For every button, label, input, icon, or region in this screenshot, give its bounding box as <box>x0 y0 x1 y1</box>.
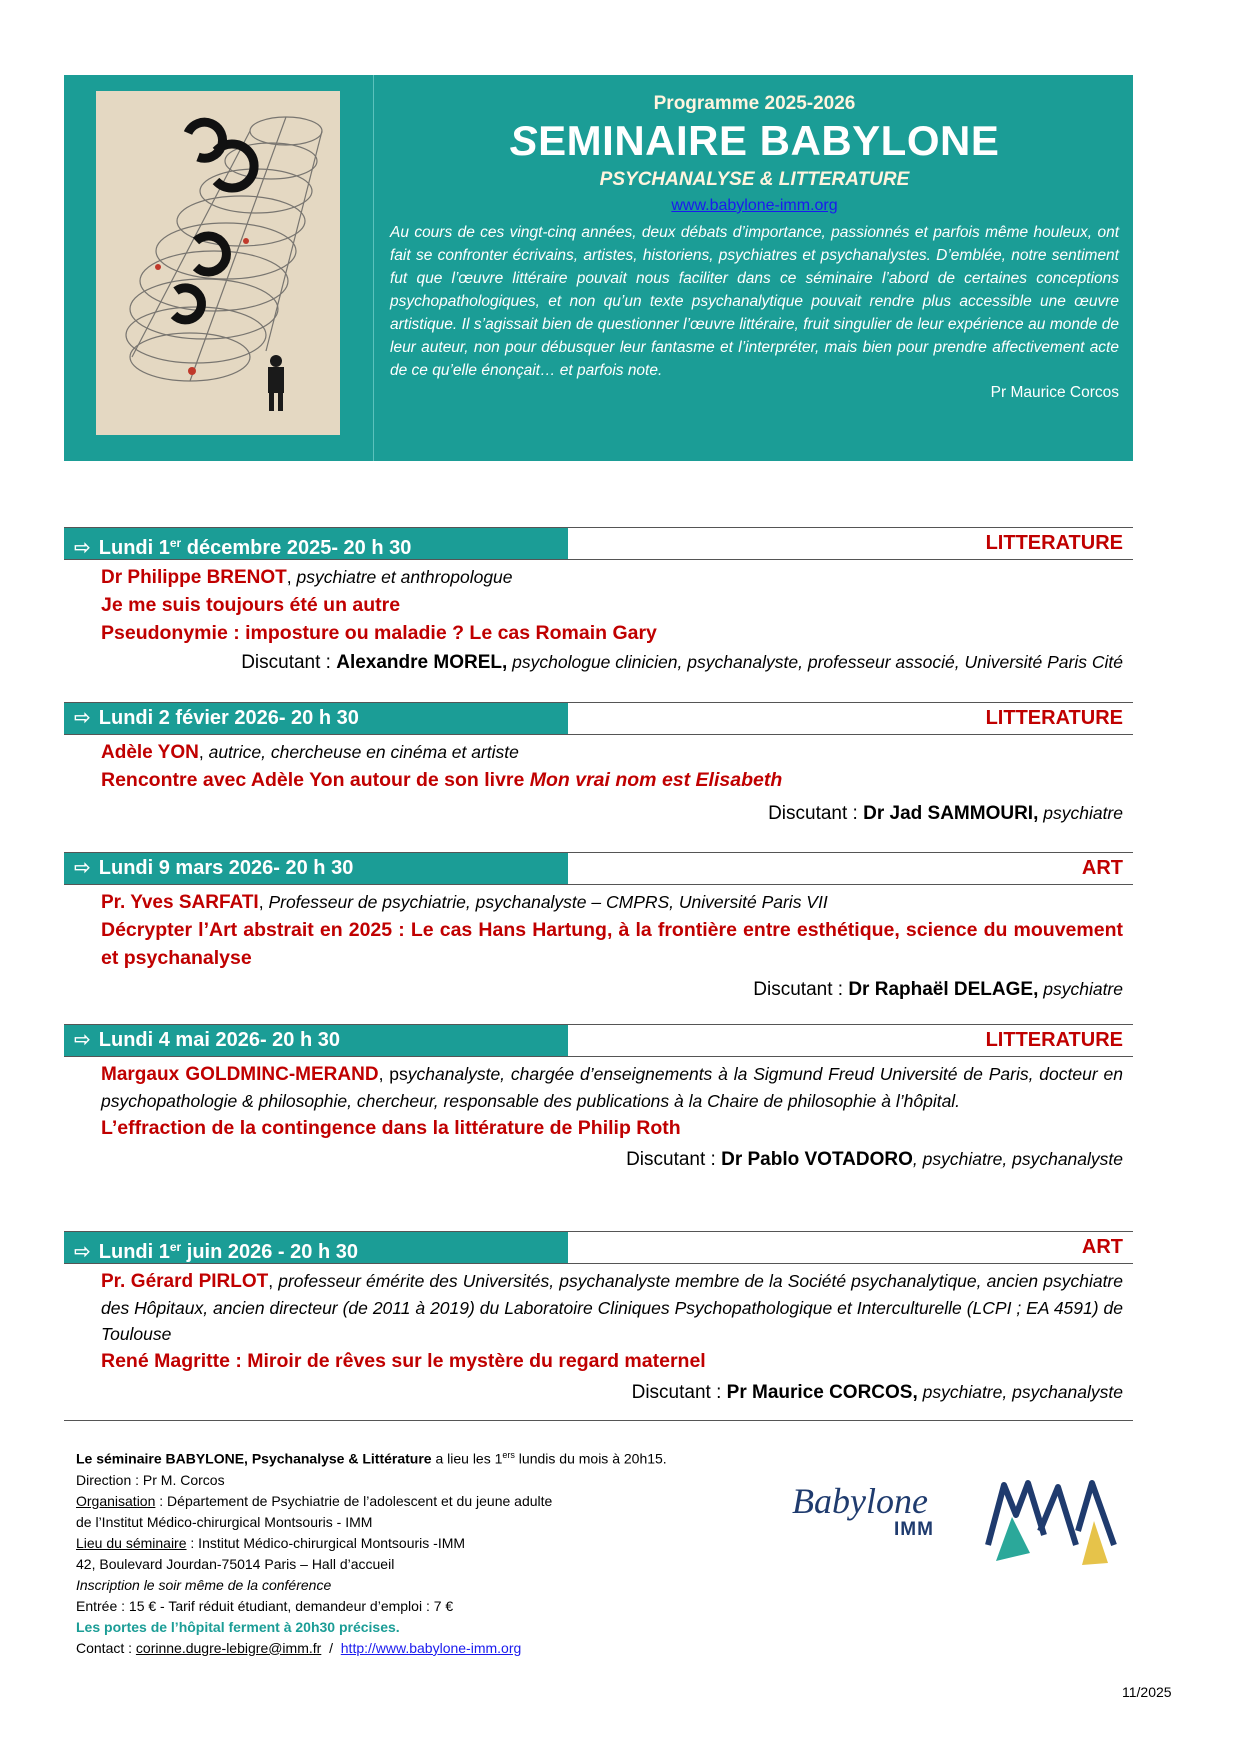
session-1 <box>64 527 1133 678</box>
discussant-name: Pr Maurice CORCOS, <box>726 1382 918 1403</box>
session-category: LITTERATURE <box>985 707 1123 729</box>
painting-drawing <box>96 91 340 435</box>
session-body <box>64 560 1133 678</box>
session-body <box>64 885 1133 1005</box>
session-3 <box>64 852 1133 1005</box>
session-body <box>64 1264 1133 1408</box>
contact-website-link[interactable]: http://www.babylone-imm.org <box>340 1639 522 1656</box>
footer-venue: Lieu du séminaire : Institut Médico-chirurgical Montsouris -IMM <box>76 1534 466 1551</box>
discussant-description: psychologue clinicien, psychanalyste, professeur associé, Université Paris Cité <box>507 652 1123 672</box>
session-category: LITTERATURE <box>985 1029 1123 1051</box>
session-date: ⇨ Lundi 2 févier 2026- 20 h 30 <box>64 703 568 734</box>
talk-title: Je me suis toujours été un autre <box>101 594 401 616</box>
discussant-name: Dr Jad SAMMOURI, <box>863 803 1039 824</box>
intro-paragraph: Au cours de ces vingt-cinq années, deux débats d’importance, passionnés et parfois même houleux, ont fait se confronter écrivains, artistes, historiens, psychiatres et psychanalystes. D’emblée, notre sentiment fut que l’œuvre littéraire pouvait nous faciliter dans ce séminaire l’abord de certaines conceptions psychopathologiques, et non qu’un texte psychanalytique pouvait rendre plus accessible une œuvre artistique. Il s’agissait bien de questionner l’œuvre littéraire, fruit singulier de leur expérience au monde de leur auteur, non pour débusquer leur fantasme et l’interpréter, mais bien pour prendre affectivement acte de ce qu’elle énonçait… et parfois note. <box>390 224 1119 379</box>
speaker-line: Dr Philippe BRENOT, psychiatre et anthropologue <box>101 567 513 588</box>
footer-price: Entrée : 15 € - Tarif réduit étudiant, demandeur d’emploi : 7 € <box>76 1597 454 1614</box>
document-date: 11/2025 <box>1122 1684 1172 1700</box>
discussant-name: Dr Raphaël DELAGE, <box>848 979 1039 1000</box>
discussant-line: Discutant : Alexandre MOREL, psychologue clinicien, psychanalyste, professeur associé, Université Paris Cité <box>241 652 1123 673</box>
speaker-line: Pr. Yves SARFATI, Professeur de psychiatrie, psychanalyste – CMPRS, Université Paris VII <box>101 892 828 913</box>
session-date: ⇨ Lundi 4 mai 2026- 20 h 30 <box>64 1025 568 1056</box>
footer-address: 42, Boulevard Jourdan-75014 Paris – Hall d’accueil <box>76 1555 395 1572</box>
title-rest: EMINAIRE BABYLONE <box>538 117 1000 164</box>
session-date: ⇨ Lundi 1er décembre 2025- 20 h 30 <box>64 528 568 559</box>
session-bar <box>64 702 1133 735</box>
title-initial: S <box>509 117 539 164</box>
header-text-block <box>374 75 1133 461</box>
talk-title: Décrypter l’Art abstrait en 2025 : Le cas Hans Hartung, à la frontière entre esthétique, science du mouvement et psychanalyse <box>101 919 1123 969</box>
session-body <box>64 735 1133 829</box>
speaker-name: Pr. Gérard PIRLOT <box>101 1271 269 1292</box>
talk-title: L’effraction de la contingence dans la littérature de Philip Roth <box>101 1117 681 1139</box>
talk-title: Rencontre avec Adèle Yon autour de son livre Mon vrai nom est Elisabeth <box>101 769 783 791</box>
arrow-right-icon: ⇨ <box>74 1241 91 1263</box>
speaker-name: Dr Philippe BRENOT <box>101 567 287 588</box>
header-artwork-panel <box>64 75 374 461</box>
discussant-line: Discutant : Pr Maurice CORCOS, psychiatre, psychanalyste <box>631 1382 1123 1403</box>
footer-doors-notice: Les portes de l’hôpital ferment à 20h30 précises. <box>76 1618 400 1635</box>
discussant-name: Alexandre MOREL, <box>336 652 508 673</box>
header-banner <box>64 75 1133 461</box>
speaker-description: professeur émérite des Universités, psychanalyste membre de la Société psychanalytique, ancien psychiatre des Hôpitaux, ancien directeur (de 2011 à 2019) du Laboratoire Cliniques Psychopathologique et Interculturelle (LCPI ; EA 4591) de Toulouse <box>101 1271 1123 1344</box>
speaker-name: Adèle YON <box>101 742 199 763</box>
sessions-bottom-rule <box>64 1420 1133 1421</box>
mountain-logo-icon <box>982 1475 1122 1570</box>
page-title <box>390 117 1119 165</box>
speaker-name: Pr. Yves SARFATI <box>101 892 259 913</box>
programme-label: Programme 2025-2026 <box>653 93 856 114</box>
footer-intro-line: Le séminaire BABYLONE, Psychanalyse & Littérature a lieu les 1ers lundis du mois à 20h15. <box>76 1450 667 1467</box>
speaker-line: Margaux GOLDMINC-MERAND, psychanalyste, chargée d’enseignements à la Sigmund Freud Université de Paris, docteur en psychopathologie & philosophie, chercheur, responsable des publications à la Chaire de philosophie à l’hôpital. <box>101 1064 1123 1111</box>
session-2 <box>64 702 1133 829</box>
talk-title: René Magritte : Miroir de rêves sur le mystère du regard maternel <box>101 1350 706 1372</box>
speaker-line: Pr. Gérard PIRLOT, professeur émérite des Universités, psychanalyste membre de la Société psychanalytique, ancien psychiatre des Hôpitaux, ancien directeur (de 2011 à 2019) du Laboratoire Cliniques Psychopathologique et Interculturelle (LCPI ; EA 4591) de Toulouse <box>101 1271 1123 1344</box>
speaker-description: autrice, chercheuse en cinéma et artiste <box>208 742 519 762</box>
book-title: Mon vrai nom est Elisabeth <box>529 769 783 791</box>
session-category: ART <box>1081 1236 1123 1258</box>
contact-email-link[interactable]: corinne.dugre-lebigre@imm.fr <box>135 1639 322 1656</box>
painting-image <box>96 91 340 435</box>
arrow-right-icon: ⇨ <box>74 537 91 559</box>
arrow-right-icon: ⇨ <box>74 1029 91 1051</box>
arrow-right-icon: ⇨ <box>74 707 91 729</box>
footer-registration: Inscription le soir même de la conférence <box>76 1576 332 1593</box>
speaker-line: Adèle YON, autrice, chercheuse en cinéma et artiste <box>101 742 519 763</box>
session-category: ART <box>1081 857 1123 879</box>
discussant-description: psychiatre <box>1038 803 1123 823</box>
page-subtitle: PSYCHANALYSE & LITTERATURE <box>599 169 910 190</box>
session-bar <box>64 852 1133 885</box>
footer-direction: Direction : Pr M. Corcos <box>76 1471 225 1488</box>
session-bar <box>64 527 1133 560</box>
talk-subtitle: Pseudonymie : imposture ou maladie ? Le cas Romain Gary <box>101 622 657 644</box>
logo-imm: IMM <box>894 1519 934 1540</box>
speaker-name: Margaux GOLDMINC-MERAND <box>101 1064 379 1085</box>
session-5 <box>64 1231 1133 1408</box>
discussant-line: Discutant : Dr Jad SAMMOURI, psychiatre <box>768 803 1123 824</box>
discussant-description: psychiatre, psychanalyste <box>917 1382 1123 1402</box>
discussant-name: Dr Pablo VOTADORO <box>721 1149 913 1170</box>
speaker-description: ychanalyste, chargée d’enseignements à la Sigmund Freud Université de Paris, docteur en psychopathologie & philosophie, chercheur, responsable des publications à la Chaire de philosophie à l’hôpital. <box>101 1064 1123 1111</box>
session-category: LITTERATURE <box>985 532 1123 554</box>
session-date: ⇨ Lundi 1er juin 2026 - 20 h 30 <box>64 1232 568 1263</box>
speaker-description: psychiatre et anthropologue <box>296 567 513 587</box>
footer-organisation: Organisation : Département de Psychiatrie de l’adolescent et du jeune adulte <box>76 1492 553 1509</box>
arrow-right-icon: ⇨ <box>74 857 91 879</box>
logo-wordmark: Babylone <box>792 1481 928 1521</box>
discussant-line: Discutant : Dr Raphaël DELAGE, psychiatre <box>753 979 1123 1000</box>
session-bar <box>64 1231 1133 1264</box>
session-body <box>64 1057 1133 1175</box>
footer-info <box>76 1445 716 1659</box>
session-bar <box>64 1024 1133 1057</box>
babylone-logo <box>792 1475 1122 1570</box>
website-link[interactable]: www.babylone-imm.org <box>671 197 838 214</box>
discussant-line: Discutant : Dr Pablo VOTADORO, psychiatre, psychanalyste <box>626 1149 1123 1170</box>
session-date: ⇨ Lundi 9 mars 2026- 20 h 30 <box>64 853 568 884</box>
discussant-description: , psychiatre, psychanalyste <box>912 1149 1123 1169</box>
speaker-description: Professeur de psychiatrie, psychanalyste – CMPRS, Université Paris VII <box>268 892 828 912</box>
footer-organisation-2: de l’Institut Médico-chirurgical Montsouris - IMM <box>76 1513 373 1530</box>
session-4 <box>64 1024 1133 1175</box>
discussant-description: psychiatre <box>1038 979 1123 999</box>
footer-contact: Contact : corinne.dugre-lebigre@imm.fr / http://www.babylone-imm.org <box>76 1639 522 1656</box>
intro-author: Pr Maurice Corcos <box>990 384 1119 401</box>
